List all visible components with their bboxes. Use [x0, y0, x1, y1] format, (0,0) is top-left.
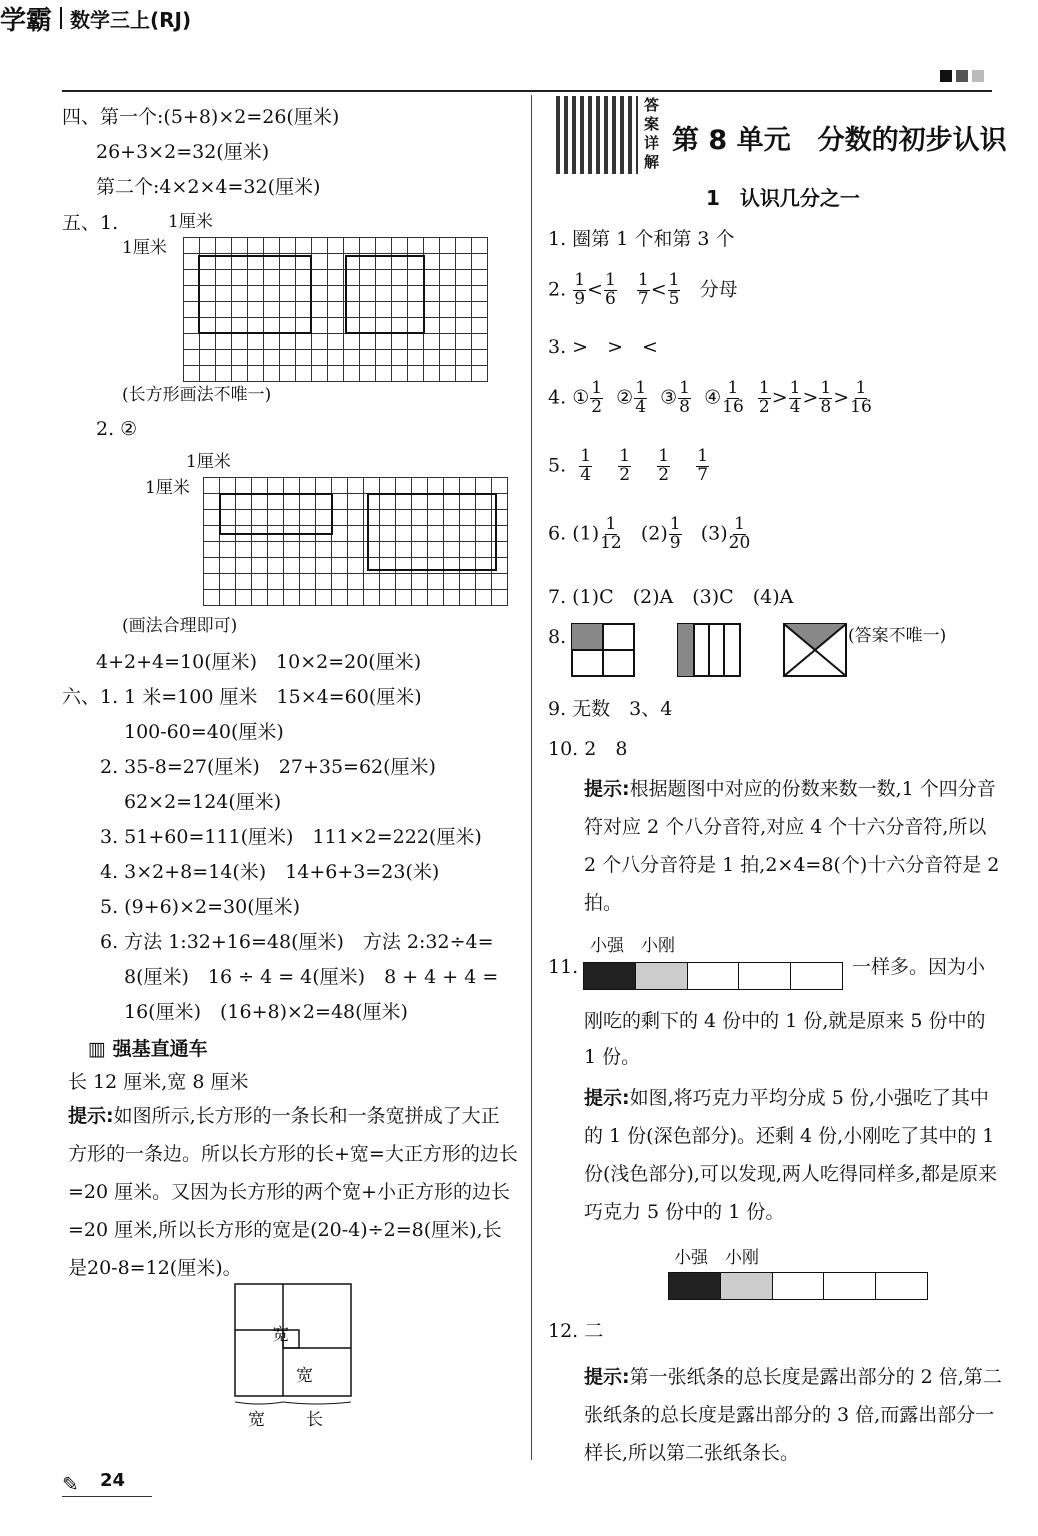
bar-dark — [584, 963, 636, 989]
s6-6a: 6. 方法 1:32+16=48(厘米) 方法 2:32÷4= — [100, 931, 494, 953]
qiangji-answer: 长 12 厘米,宽 8 厘米 — [68, 1071, 249, 1093]
q9: 9. 无数 3、4 — [548, 698, 673, 720]
rectangle-b — [345, 255, 425, 334]
book-icon: ▥ — [88, 1038, 106, 1060]
s6-5: 5. (9+6)×2=30(厘米) — [100, 896, 301, 918]
rectangle-d — [367, 493, 497, 571]
fig-width-label-3: 宽 — [248, 1410, 265, 1430]
header-divider — [60, 7, 62, 29]
q10-hint: 提示:根据题图中对应的份数来数一数,1 个四分音符对应 2 个八分音符,对应 4 个十六分音符,所以 2 个八分音符是 1 拍,2×4=8(个)十六分音符是 2 拍。 — [584, 778, 1000, 914]
hint-label: 提示: — [68, 1105, 114, 1127]
pencil-icon: ✎ — [62, 1472, 79, 1496]
header-square-icon — [956, 70, 968, 82]
qr-code-icon[interactable] — [556, 96, 638, 174]
fraction: $\frac{1}{9}$ — [574, 270, 586, 309]
q1: 1. 圈第 1 个和第 3 个 — [548, 228, 735, 250]
s6-1a: 六、1. 1 米=100 厘米 15×4=60(厘米) — [62, 686, 422, 708]
rectangle-a — [198, 255, 312, 334]
qiangji-hint — [68, 1097, 518, 1287]
qiangji-heading — [88, 1038, 208, 1061]
q7: 7. (1)C (2)A (3)C (4)A — [548, 586, 794, 608]
grid2-unit-left: 1厘米 — [145, 478, 190, 498]
q11-text1: 一样多。因为小 — [852, 956, 986, 978]
page-header — [0, 0, 1038, 36]
calc-2: 4+2+4=10(厘米) 10×2=20(厘米) — [96, 651, 422, 673]
unit-title: 第 8 单元 分数的初步认识 — [672, 125, 1007, 156]
note-1: (长方形画法不唯一) — [122, 385, 272, 405]
s6-4: 4. 3×2+8=14(米) 14+6+3=23(米) — [100, 861, 440, 883]
s5-q2-label: 2. ② — [96, 418, 138, 440]
q8-square-quarters — [570, 622, 640, 680]
grid2-unit-top: 1厘米 — [186, 452, 231, 472]
q11-hint: 提示:如图,将巧克力平均分成 5 份,小强吃了其中的 1 份(深色部分)。还剩 4 份,小刚吃了其中的 1 份(浅色部分),可以发现,两人吃得同样多,都是原来巧克力 5 份中的 1 份。 — [584, 1087, 997, 1223]
q2: 2. $\frac{1}{9}$ < $\frac{1}{6}$ $\frac{1}{7}$ < $\frac{1}{5}$ 分母 — [548, 270, 738, 309]
s4-line2: 26+3×2=32(厘米) — [96, 141, 270, 163]
grid1-unit-top: 1厘米 — [168, 212, 213, 232]
fig-length-label: 长 — [306, 1410, 323, 1430]
qiangji-title: 强基直通车 — [112, 1038, 208, 1060]
q3: 3. > > < — [548, 336, 658, 358]
q5: 5. $\frac{1}{4}$ $\frac{1}{2}$ $\frac{1}{2}$ $\frac{1}{7}$ — [548, 446, 709, 485]
q11-text3: 1 份。 — [584, 1046, 641, 1068]
q12: 12. 二 — [548, 1320, 604, 1342]
book-subject: 数学三上(RJ) — [70, 7, 192, 32]
fraction: $\frac{1}{7}$ — [637, 270, 649, 309]
s4-line3: 第二个:4×2×4=32(厘米) — [96, 176, 321, 198]
q6: 6. (1) $\frac{1}{12}$ (2) $\frac{1}{9}$ (3) $\frac{1}{20}$ — [548, 514, 751, 553]
fig-width-label-1: 宽 — [272, 1325, 289, 1345]
s6-2b: 62×2=124(厘米) — [124, 791, 282, 813]
q11-label: 11. — [548, 956, 579, 978]
header-rule — [62, 90, 992, 92]
q11-bar — [583, 962, 843, 990]
q2-label: 2. — [548, 278, 567, 301]
bar-light — [636, 963, 688, 989]
q11-bar-2 — [668, 1272, 928, 1300]
q8-square-diagonals — [782, 622, 852, 680]
qr-label: 答案详解 — [644, 96, 660, 171]
s6-6c: 16(厘米) (16+8)×2=48(厘米) — [124, 1001, 408, 1023]
rectangle-c — [219, 493, 333, 535]
q4: 4. ① $\frac{1}{2}$ ② $\frac{1}{4}$ ③ $\frac{1}{8}$ ④ $\frac{1}{16}$ $\frac{1}{2}$ > $\frac{1}{4}$ > $\frac{1}{8}$ > $\frac{1}{16}$ — [548, 378, 872, 417]
fraction: $\frac{1}{6}$ — [604, 270, 616, 309]
column-divider — [531, 95, 532, 1460]
page-number: 24 — [100, 1470, 126, 1491]
q8-label: 8. — [548, 626, 567, 648]
header-square-icon — [940, 70, 952, 82]
note-2: (画法合理即可) — [122, 616, 238, 636]
q11-names-2: 小强 小刚 — [674, 1248, 759, 1268]
q11-text2: 刚吃的剩下的 4 份中的 1 份,就是原来 5 份中的 — [584, 1010, 986, 1032]
q8-note: (答案不唯一) — [848, 626, 947, 646]
footer-rule — [62, 1496, 152, 1497]
s6-3: 3. 51+60=111(厘米) 111×2=222(厘米) — [100, 826, 482, 848]
qiangji-hint-text: 如图所示,长方形的一条长和一条宽拼成了大正方形的一条边。所以长方形的长+宽=大正方形的边长=20 厘米。又因为长方形的两个宽+小正方形的边长=20 厘米,所以长方形的宽是(20-4)÷2=8(厘米),长是20-8=12(厘米)。 — [68, 1105, 518, 1279]
s6-1b: 100-60=40(厘米) — [124, 721, 284, 743]
q11-names: 小强 小刚 — [590, 936, 675, 956]
s5-q1-label: 五、1. — [62, 212, 119, 234]
q12-hint: 提示:第一张纸条的总长度是露出部分的 2 倍,第二张纸条的总长度是露出部分的 3 倍,而露出部分一样长,所以第二张纸条长。 — [584, 1366, 1002, 1464]
s6-6b: 8(厘米) 16 ÷ 4 = 4(厘米) 8 + 4 + 4 = — [124, 966, 499, 988]
fig-width-label-2: 宽 — [296, 1366, 313, 1386]
section-title: 1 认识几分之一 — [706, 186, 860, 210]
header-square-icon — [972, 70, 984, 82]
fraction: $\frac{1}{5}$ — [668, 270, 680, 309]
s4-line1: 四、第一个:(5+8)×2=26(厘米) — [62, 106, 340, 128]
q10: 10. 2 8 — [548, 738, 628, 760]
q2-tail: 分母 — [699, 278, 738, 301]
brand-logo: 学霸 — [0, 5, 53, 36]
grid1-unit-left: 1厘米 — [122, 238, 167, 258]
s6-2a: 2. 35-8=27(厘米) 27+35=62(厘米) — [100, 756, 436, 778]
q8-square-strips — [676, 622, 746, 680]
